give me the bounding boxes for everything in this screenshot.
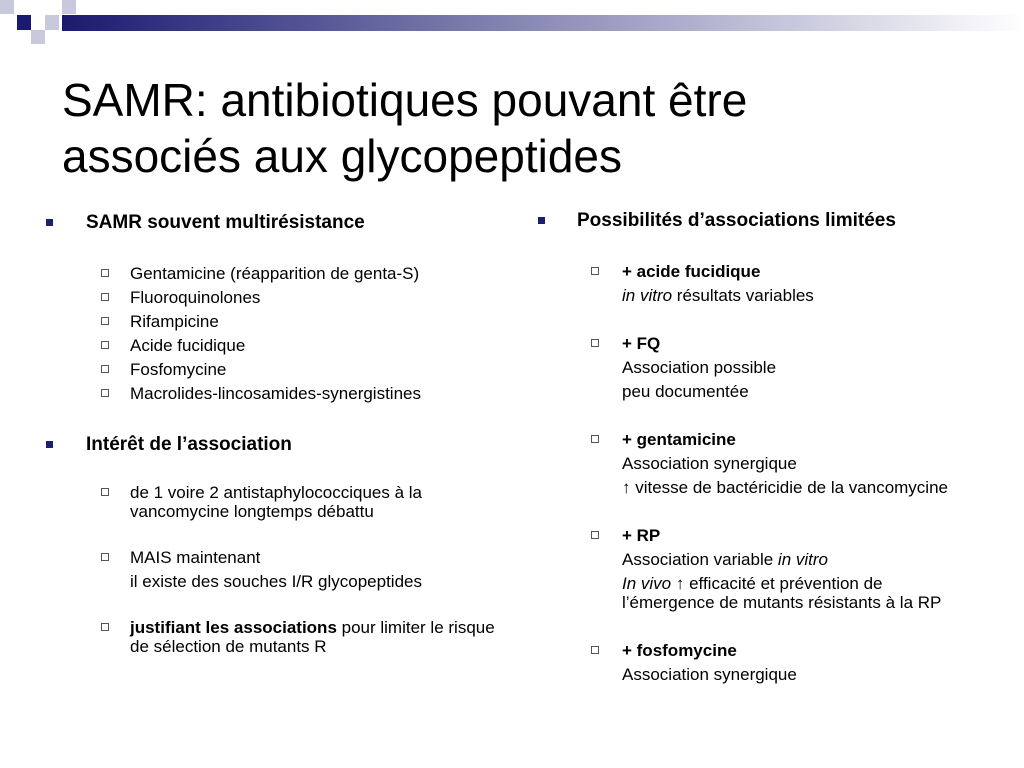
list-item <box>46 312 516 331</box>
bullet-text: Possibilités d’associations limitées <box>577 210 896 231</box>
left-column <box>46 212 516 656</box>
association-gentamicine <box>538 430 978 449</box>
association-detail: peu documentée <box>622 382 749 401</box>
hollow-square-icon <box>101 365 109 373</box>
italic-text: in vitro <box>777 550 828 569</box>
list-item-text: Macrolides-lincosamides-synergistines <box>130 384 421 403</box>
association-label: + RP <box>622 526 661 545</box>
association-fq <box>538 334 978 353</box>
hollow-square-icon <box>101 488 109 496</box>
association-detail: Association possible <box>622 358 777 377</box>
list-item-text: Gentamicine (réapparition de genta-S) <box>130 264 420 283</box>
list-item-text: Fluoroquinolones <box>130 288 261 307</box>
slide-title-line-1: SAMR: antibiotiques pouvant être <box>62 74 748 126</box>
list-item <box>46 618 516 656</box>
association-detail <box>538 574 978 612</box>
association-fosfomycine <box>538 641 978 660</box>
hollow-square-icon <box>101 269 109 277</box>
square-bullet-icon <box>538 217 545 224</box>
hollow-square-icon <box>101 317 109 325</box>
bullet-text: SAMR souvent multirésistance <box>86 212 365 233</box>
italic-text: In vivo <box>622 574 672 593</box>
list-item-bold-text: justifiant les associations <box>130 618 337 637</box>
association-acide-fucidique <box>538 262 978 281</box>
square-bullet-icon <box>46 441 53 448</box>
association-rp <box>538 526 978 545</box>
list-item-text: Fosfomycine <box>130 360 227 379</box>
list-item <box>46 548 516 567</box>
detail-text: ↑ efficacité et prévention de l’émergence de mutants résistants à la RP <box>622 574 942 612</box>
association-detail <box>538 550 978 569</box>
right-column <box>538 210 978 684</box>
hollow-square-icon <box>101 553 109 561</box>
hollow-square-icon <box>591 339 599 347</box>
list-item <box>46 288 516 307</box>
hollow-square-icon <box>101 389 109 397</box>
slide-title-line-2: associés aux glycopeptides <box>62 130 622 182</box>
association-label: + gentamicine <box>622 430 736 449</box>
bullet-text: Intérêt de l’association <box>86 434 292 455</box>
list-item <box>46 264 516 283</box>
detail-text: Association variable <box>622 550 778 569</box>
hollow-square-icon <box>591 435 599 443</box>
list-item <box>46 483 516 521</box>
list-item-text: Acide fucidique <box>130 336 246 355</box>
association-detail: Association synergique <box>622 454 797 473</box>
italic-text: in vitro <box>622 286 673 305</box>
list-item-continuation: il existe des souches I/R glycopeptides <box>130 572 422 591</box>
list-item <box>46 360 516 379</box>
list-item <box>46 384 516 403</box>
association-detail <box>538 286 978 305</box>
hollow-square-icon <box>101 623 109 631</box>
hollow-square-icon <box>101 293 109 301</box>
list-item-text: MAIS maintenant <box>130 548 261 567</box>
list-item <box>46 336 516 355</box>
header-decoration <box>0 0 1024 48</box>
hollow-square-icon <box>591 646 599 654</box>
bullet-interet-association <box>46 434 516 456</box>
list-item-text: pour limiter le risque de sélection de mutants R <box>130 618 495 656</box>
association-detail: ↑ vitesse de bactéricidie de la vancomycine <box>622 478 948 497</box>
list-item-text: de 1 voire 2 antistaphylococciques à la vancomycine longtemps débattu <box>130 483 423 521</box>
hollow-square-icon <box>101 341 109 349</box>
association-label: + fosfomycine <box>622 641 737 660</box>
association-label: + acide fucidique <box>622 262 761 281</box>
hollow-square-icon <box>591 531 599 539</box>
association-detail: Association synergique <box>622 665 797 684</box>
association-label: + FQ <box>622 334 661 353</box>
detail-text: résultats variables <box>672 286 814 305</box>
bullet-possibilites-associations <box>538 210 978 232</box>
square-bullet-icon <box>46 219 53 226</box>
list-item-text: Rifampicine <box>130 312 219 331</box>
bullet-samr-multiresistance <box>46 212 516 234</box>
hollow-square-icon <box>591 267 599 275</box>
slide-title <box>62 72 962 184</box>
